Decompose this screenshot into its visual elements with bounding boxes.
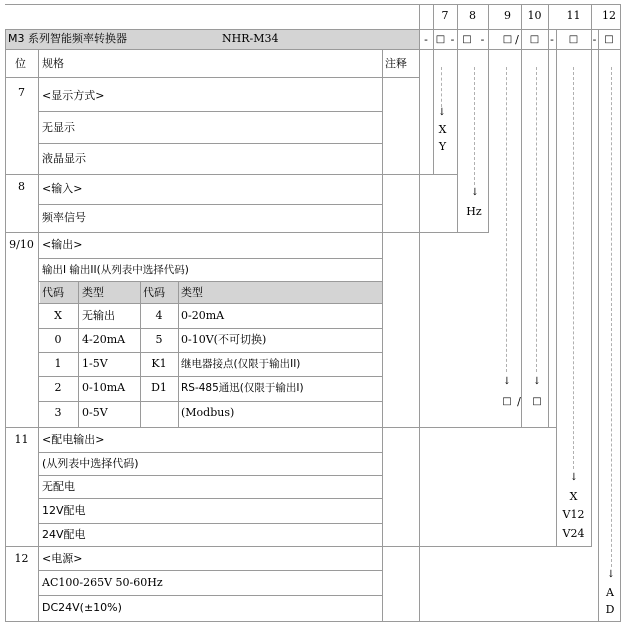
section-position: 11 [14, 433, 29, 446]
table-cell: 4 [155, 309, 163, 322]
spec-row: 液晶显示 [42, 152, 86, 165]
table-cell: 0 [54, 333, 62, 346]
spec-row: 输出I 输出II(从列表中选择代码) [42, 264, 189, 276]
spec-row: 12V配电 [42, 504, 86, 517]
spec-row: AC100-265V 50-60Hz [42, 576, 163, 589]
spec-row: <电源> [42, 552, 83, 565]
spec-row: <配电输出> [42, 433, 105, 446]
code-option: V12 [562, 508, 585, 521]
product-name: M3 系列智能频率转换器 [8, 32, 127, 45]
spec-row: <输出> [42, 238, 83, 251]
code-separator: / [517, 395, 521, 408]
code-cell: □ [604, 34, 614, 45]
code-cell: - [550, 33, 554, 46]
table-cell: 继电器接点(仅限于输出II) [181, 358, 301, 370]
arrow-down-icon: ↓ [437, 107, 447, 118]
code-option: D [605, 603, 615, 616]
code-option: A [606, 586, 614, 599]
spec-row: 24V配电 [42, 528, 86, 541]
position-number: 9 [504, 9, 511, 22]
table-cell: 1-5V [82, 357, 108, 370]
code-cell: □ [502, 34, 513, 45]
table-cell: 0-20mA [181, 309, 225, 322]
table-cell: 5 [155, 333, 163, 346]
code-option: V24 [562, 527, 585, 540]
code-cell: - [592, 33, 597, 46]
table-cell: RS-485通迅(仅限于输出I) [181, 382, 304, 394]
spec-row: <输入> [42, 182, 83, 195]
code-cell: □ [435, 34, 446, 45]
section-position: 8 [18, 180, 25, 193]
code-cell: □ [568, 34, 579, 45]
position-number: 12 [602, 9, 616, 22]
code-cell: - [424, 33, 428, 46]
spec-row: DC24V(±10%) [42, 601, 122, 614]
table-cell: 0-10mA [82, 381, 126, 394]
table-cell: (Modbus) [181, 406, 235, 419]
spec-row: <显示方式> [42, 89, 105, 102]
code-cell: / [515, 33, 519, 46]
column-header-note: 注释 [385, 57, 407, 70]
table-cell: 无输出 [82, 309, 115, 322]
code-option: X [569, 490, 578, 503]
code-option: Hz [466, 205, 482, 218]
arrow-down-icon: ↓ [606, 569, 616, 580]
model-code: NHR-M34 [222, 32, 279, 45]
code-cell: - [450, 33, 455, 46]
table-cell: 1 [54, 357, 62, 370]
code-option: Y [438, 140, 447, 153]
table-cell: 0-5V [82, 406, 108, 419]
arrow-down-icon: ↓ [470, 187, 480, 198]
code-option: □ [532, 396, 542, 407]
table-cell: D1 [151, 381, 167, 394]
section-position: 7 [18, 86, 25, 99]
table-cell: X [54, 309, 62, 322]
table-cell: 0-10V(不可切换) [181, 333, 267, 346]
table-cell: K1 [151, 357, 167, 370]
table-cell: 2 [54, 381, 62, 394]
table-cell: 4-20mA [82, 333, 126, 346]
section-position: 12 [14, 552, 29, 565]
spec-row: 频率信号 [42, 211, 86, 224]
arrow-down-icon: ↓ [532, 376, 542, 387]
position-number: 11 [566, 9, 581, 22]
column-header-spec: 规格 [42, 57, 64, 70]
position-number: 7 [441, 9, 449, 22]
code-table-header: 类型 [82, 286, 104, 299]
code-cell: □ [462, 34, 472, 45]
spec-row: 无显示 [42, 121, 75, 134]
spec-row: 无配电 [42, 480, 75, 493]
code-cell: - [480, 33, 485, 46]
column-header-position: 位 [15, 57, 26, 70]
arrow-down-icon: ↓ [502, 376, 512, 387]
section-position: 9/10 [9, 238, 34, 251]
spec-row: (从列表中选择代码) [42, 457, 139, 470]
code-option: X [438, 123, 447, 136]
table-cell: 3 [54, 406, 62, 419]
arrow-down-icon: ↓ [569, 472, 579, 483]
code-option: □ [502, 396, 512, 407]
code-cell: □ [529, 34, 540, 45]
position-number: 8 [469, 9, 476, 22]
code-table-header: 代码 [42, 286, 64, 299]
code-table-header: 类型 [181, 286, 203, 299]
position-number: 10 [527, 9, 542, 22]
code-table-header: 代码 [143, 286, 165, 299]
